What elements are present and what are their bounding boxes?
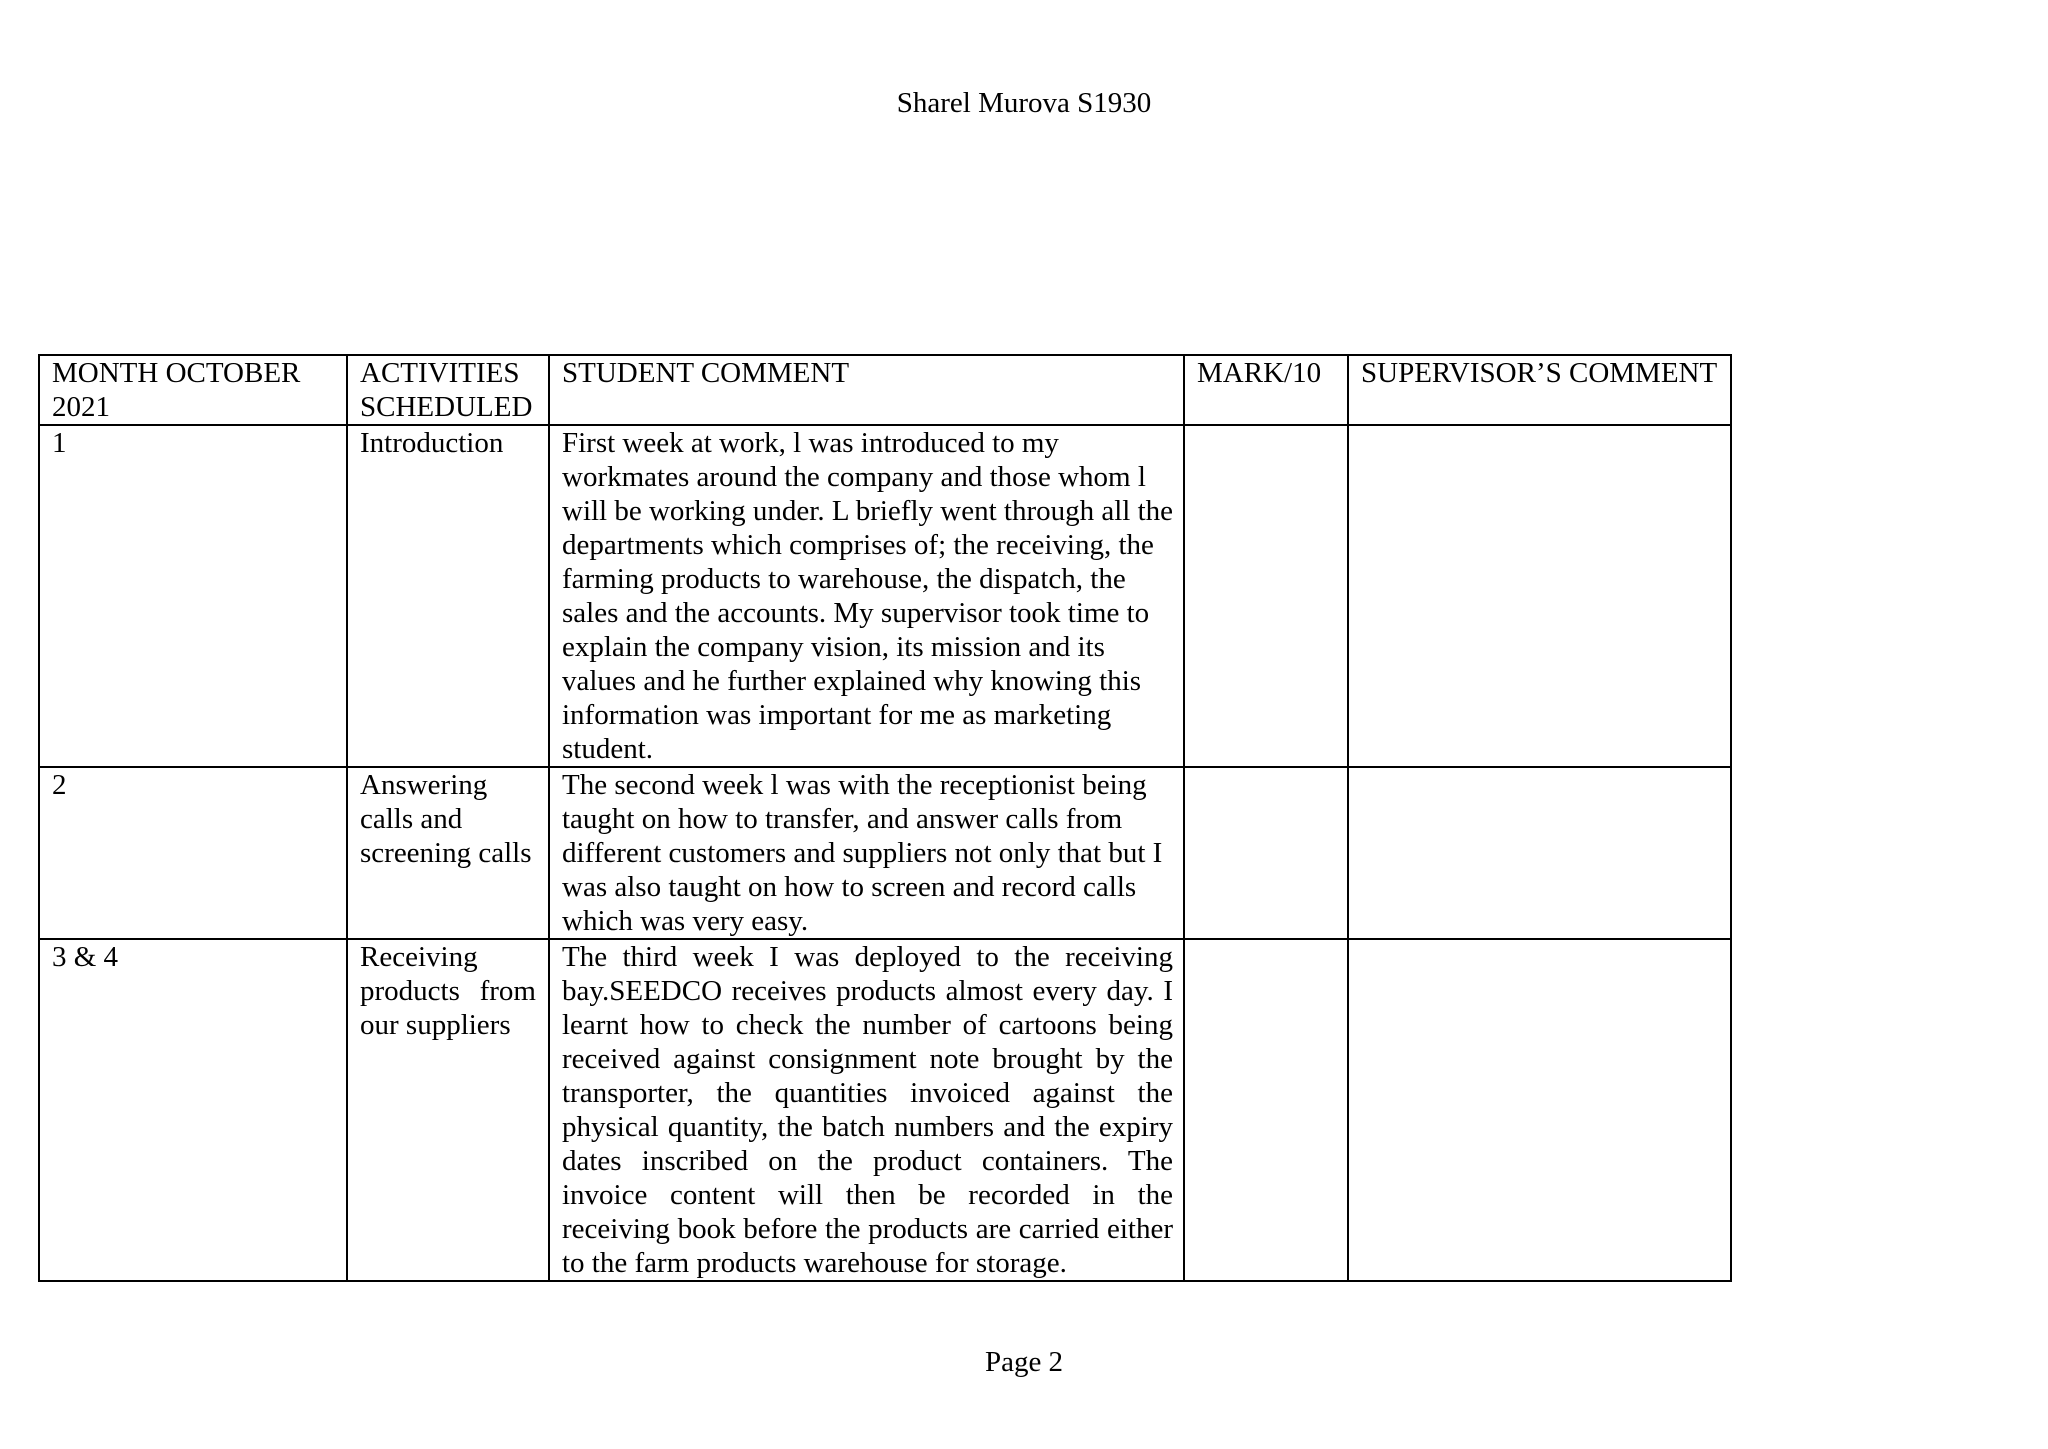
table-header-row	[39, 355, 1731, 425]
student-comment-cell: First week at work, l was introduced to my workmates around the company and those whom l will be working under. L briefly went through all the departments which comprises of; the receiving, the farming products to warehouse, the dispatch, the sales and the accounts. My supervisor took time to explain the company vision, its mission and its values and he further explained why knowing this information was important for me as marketing student.	[549, 425, 1184, 767]
activity-cell: Answering calls and screening calls	[347, 767, 549, 939]
activity-cell: Introduction	[347, 425, 549, 767]
internship-log-table	[38, 354, 1732, 1282]
activity-cell: Receiving products from our suppliers	[347, 939, 549, 1281]
mark-cell	[1184, 425, 1348, 767]
page-number: Page 2	[984, 1346, 1064, 1378]
table-row	[39, 767, 1731, 939]
table-row	[39, 939, 1731, 1281]
mark-cell	[1184, 767, 1348, 939]
column-header-supervisor-comment: SUPERVISOR’S COMMENT	[1348, 355, 1731, 425]
supervisor-comment-cell	[1348, 425, 1731, 767]
column-header-month: MONTH OCTOBER 2021	[39, 355, 347, 425]
week-cell: 3 & 4	[39, 939, 347, 1281]
mark-cell	[1184, 939, 1348, 1281]
column-header-student-comment: STUDENT COMMENT	[549, 355, 1184, 425]
column-header-activities: ACTIVITIES SCHEDULED	[347, 355, 549, 425]
week-cell: 2	[39, 767, 347, 939]
student-comment-cell: The third week I was deployed to the receiving bay.SEEDCO receives products almost every day. I learnt how to check the number of cartoons being received against consignment note brought by the transporter, the quantities invoiced against the physical quantity, the batch numbers and the expiry dates inscribed on the product containers. The invoice content will then be recorded in the receiving book before the products are carried either to the farm products warehouse for storage.	[549, 939, 1184, 1281]
week-cell: 1	[39, 425, 347, 767]
column-header-mark: MARK/10	[1184, 355, 1348, 425]
table-row	[39, 425, 1731, 767]
page-header: Sharel Murova S1930	[896, 87, 1152, 119]
student-comment-cell: The second week l was with the receptionist being taught on how to transfer, and answer calls from different customers and suppliers not only that but I was also taught on how to screen and record calls which was very easy.	[549, 767, 1184, 939]
supervisor-comment-cell	[1348, 939, 1731, 1281]
supervisor-comment-cell	[1348, 767, 1731, 939]
